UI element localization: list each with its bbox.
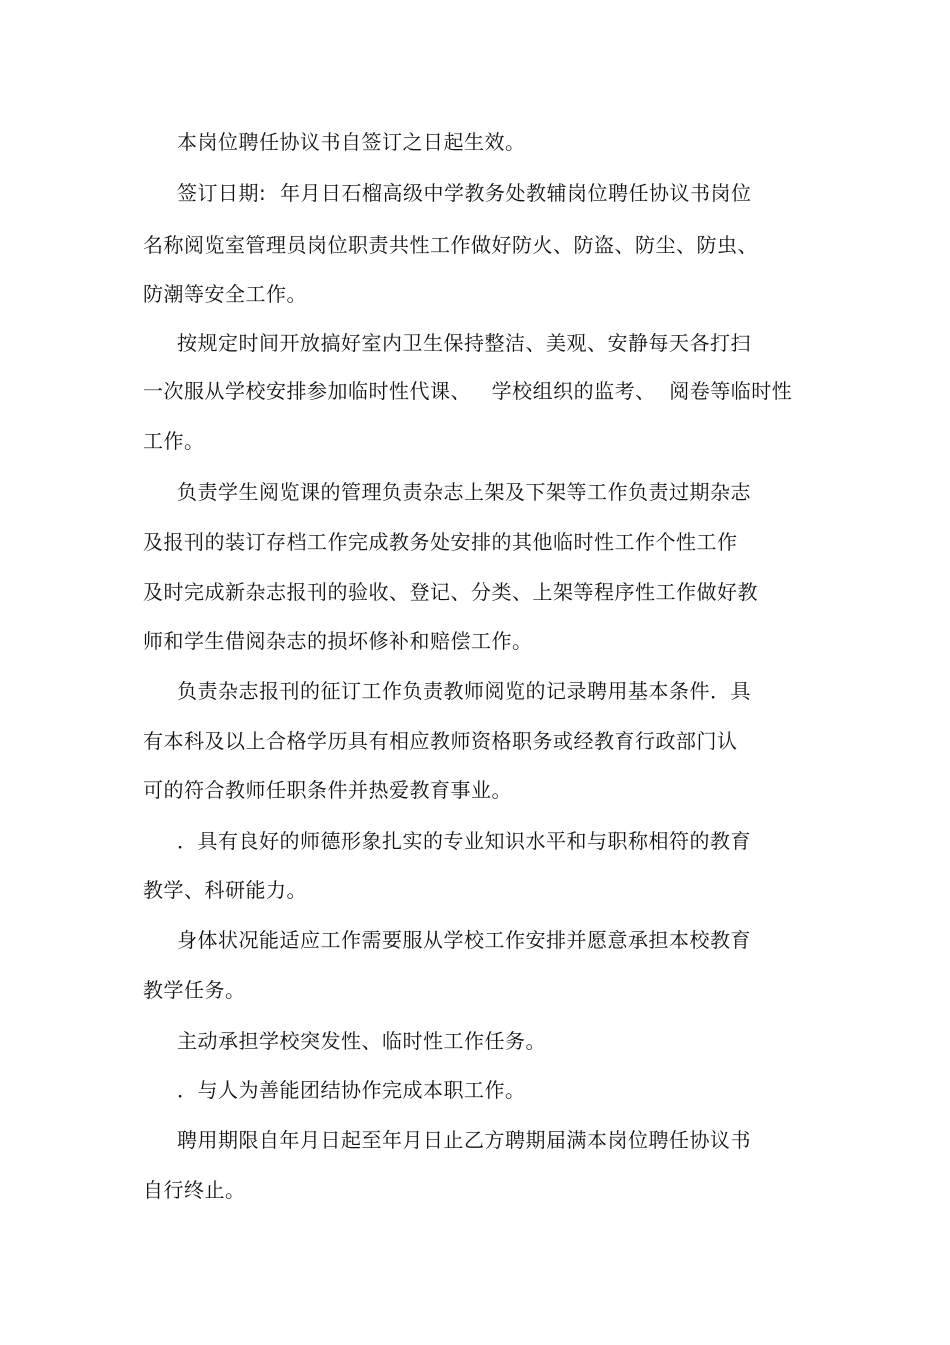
- paragraph-line: 按规定时间开放搞好室内卫生保持整洁、美观、安静每天各打扫: [177, 331, 751, 355]
- paragraph-line: 名称阅览室管理员岗位职责共性工作做好防火、防盗、防尘、防虫、: [143, 233, 758, 257]
- paragraph-line: 聘用期限自年月日起至年月日止乙方聘期届满本岗位聘任协议书: [177, 1128, 751, 1152]
- paragraph-line: ．具有良好的师德形象扎实的专业知识水平和与职称相符的教育: [177, 829, 751, 853]
- paragraph-line: 工作。: [143, 429, 205, 453]
- paragraph-line: 及报刊的装订存档工作完成教务处安排的其他临时性工作个性工作: [143, 530, 738, 554]
- paragraph-line: 身体状况能适应工作需要服从学校工作安排并愿意承担本校教育: [177, 928, 751, 952]
- paragraph-line: 及时完成新杂志报刊的验收、登记、分类、上架等程序性工作做好教: [143, 580, 758, 604]
- paragraph-line: 一次服从学校安排参加临时性代课、 学校组织的监考、 阅卷等临时性: [143, 379, 793, 403]
- paragraph-line: 负责学生阅览课的管理负责杂志上架及下架等工作负责过期杂志: [177, 480, 751, 504]
- paragraph-line: 教学任务。: [143, 978, 246, 1002]
- paragraph-line: 本岗位聘任协议书自签订之日起生效。: [177, 130, 526, 154]
- paragraph-line: 负责杂志报刊的征订工作负责教师阅览的记录聘用基本条件．具: [177, 679, 751, 703]
- paragraph-line: 教学、科研能力。: [143, 878, 307, 902]
- paragraph-line: ．与人为善能团结协作完成本职工作。: [177, 1078, 526, 1102]
- paragraph-line: 主动承担学校突发性、临时性工作任务。: [177, 1029, 546, 1053]
- paragraph-line: 师和学生借阅杂志的损坏修补和赔偿工作。: [143, 629, 533, 653]
- paragraph-line: 签订日期: 年月日石榴高级中学教务处教辅岗位聘任协议书岗位: [177, 181, 752, 205]
- paragraph-line: 自行终止。: [143, 1178, 246, 1202]
- paragraph-line: 防潮等安全工作。: [143, 282, 307, 306]
- paragraph-line: 可的符合教师任职条件并热爱教育事业。: [143, 778, 512, 802]
- paragraph-line: 有本科及以上合格学历具有相应教师资格职务或经教育行政部门认: [143, 729, 738, 753]
